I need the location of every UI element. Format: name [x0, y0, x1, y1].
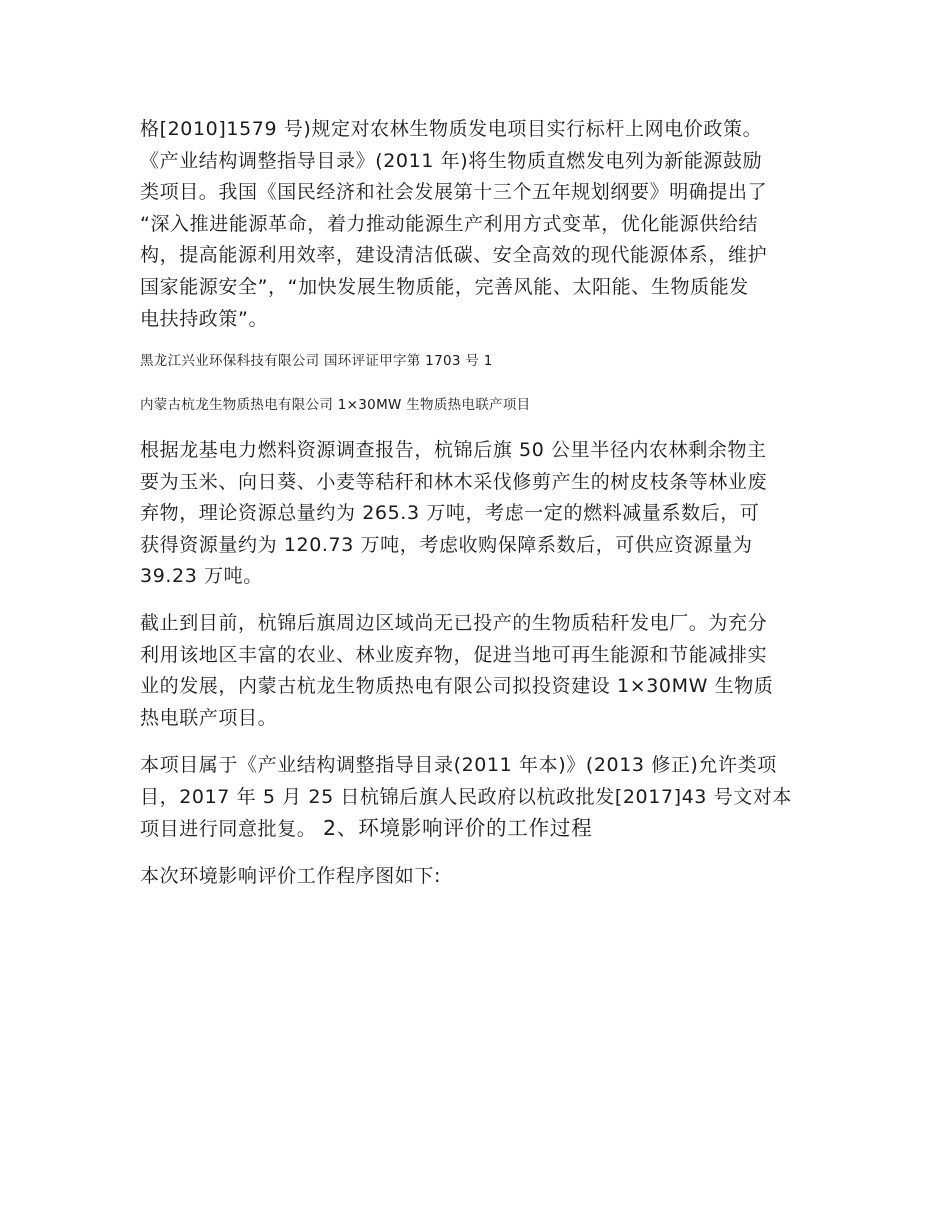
text-line [140, 813, 820, 846]
paragraph-text [140, 435, 820, 593]
paragraph-text [140, 608, 820, 734]
text-line: 39.23 万吨。 [140, 565, 263, 588]
text-line: 目，2017 年 5 月 25 日杭锦后旗人民政府以杭政批发[2017]43 号文对本 [140, 785, 793, 808]
paragraph-project-background [140, 608, 820, 734]
text-line: 本次环境影响评价工作程序图如下: [140, 865, 442, 887]
text-line: 业的发展，内蒙古杭龙生物质热电有限公司拟投资建设 1×30MW 生物质 [140, 675, 774, 698]
page-footer: 黑龙江兴业环保科技有限公司 国环评证甲字第 1703 号 1 [140, 353, 493, 369]
text-line: 热电联产项目。 [140, 706, 278, 729]
page-header: 内蒙古杭龙生物质热电有限公司 1×30MW 生物质热电联产项目 [140, 397, 531, 413]
paragraph-procedure [140, 861, 820, 893]
text-line: 国家能源安全”，“加快发展生物质能，完善风能、太阳能、生物质能发 [140, 275, 749, 298]
section-heading: 2、环境影响评价的工作过程 [323, 816, 593, 841]
text-line: 根据龙基电力燃料资源调查报告，杭锦后旗 50 公里半径内农林剩余物主 [140, 439, 767, 461]
text-line: 电扶持政策”。 [140, 307, 269, 330]
paragraph-text [140, 114, 820, 335]
text-line: 获得资源量约为 120.73 万吨，考虑收购保障系数后，可供应资源量为 [140, 533, 753, 556]
paragraph-resources [140, 435, 820, 593]
text-line: “深入推进能源革命，着力推动能源生产利用方式变革，优化能源供给结 [140, 212, 759, 235]
text-line: 构，提高能源利用效率，建设清洁低碳、安全高效的现代能源体系，维护 [140, 244, 768, 267]
paragraph-approval [140, 750, 820, 846]
text-line: 要为玉米、向日葵、小麦等秸秆和林木采伐修剪产生的树皮枝条等林业废 [140, 470, 768, 493]
paragraph-text [140, 750, 820, 846]
text-line: 截止到目前，杭锦后旗周边区域尚无已投产的生物质秸秆发电厂。为充分 [140, 612, 768, 634]
text-line: 《产业结构调整指导目录》(2011 年)将生物质直燃发电列为新能源鼓励 [140, 149, 763, 172]
paragraph-policy [140, 114, 820, 335]
paragraph-text [140, 861, 820, 893]
text-line: 利用该地区丰富的农业、林业废弃物，促进当地可再生能源和节能减排实 [140, 643, 768, 666]
text-line: 弃物，理论资源总量约为 265.3 万吨，考虑一定的燃料减量系数后，可 [140, 502, 760, 525]
text-line: 本项目属于《产业结构调整指导目录(2011 年本)》(2013 修正)允许类项 [140, 754, 777, 776]
text-segment: 项目进行同意批复。 [140, 818, 317, 841]
text-line: 类项目。我国《国民经济和社会发展第十三个五年规划纲要》明确提出了 [140, 181, 768, 204]
text-line: 格[2010]1579 号)规定对农林生物质发电项目实行标杆上网电价政策。 [140, 118, 763, 140]
